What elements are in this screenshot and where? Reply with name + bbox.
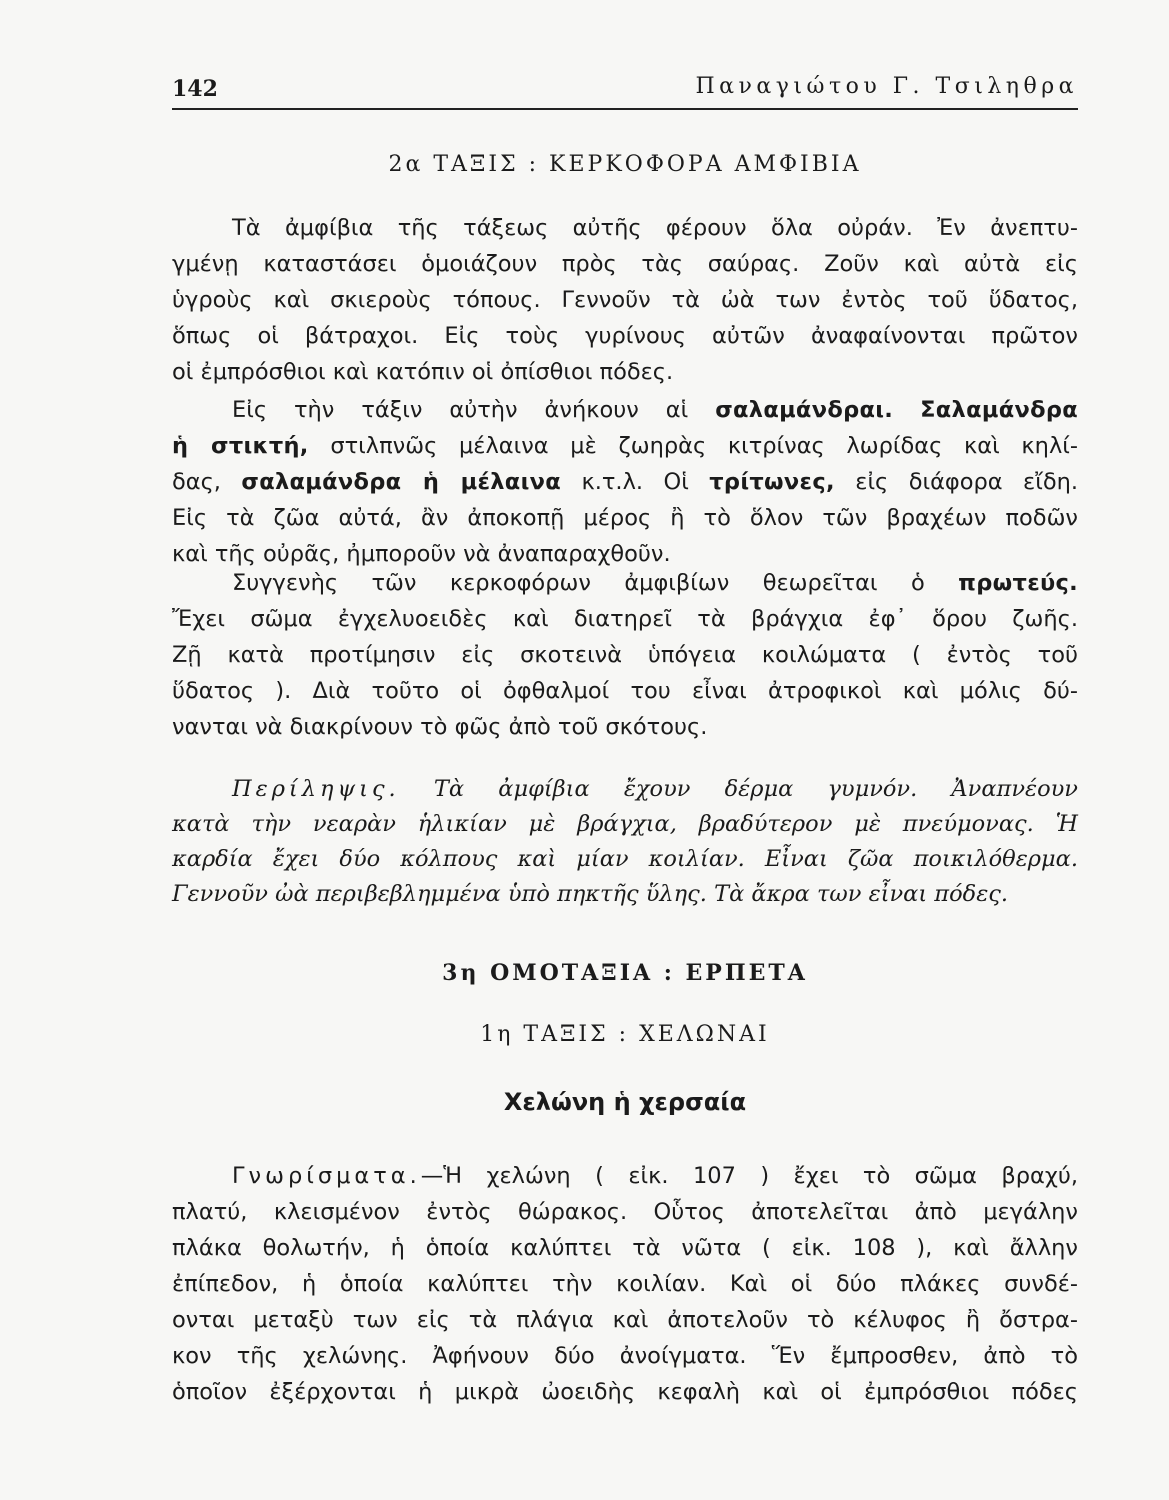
page-header	[172, 76, 1078, 116]
text-line: καὶ τῆς οὐρᾶς, ἠμποροῦν νὰ ἀναπαραχθοῦν.	[172, 541, 671, 567]
text-line	[172, 565, 1078, 601]
text-line: κατὰ τὴν νεαρὰν ἡλικίαν μὲ βράγχια, βραδύτερον μὲ πνεύμονας. Ἡ	[172, 811, 1078, 837]
text-line: Ἔχει σῶμα ἐγχελυοειδὲς καὶ διατηρεῖ τὰ βράγχια ἐφ᾽ ὅρου ζωῆς.	[172, 606, 1078, 632]
term-salamandrai: σαλαμάνδραι.	[715, 397, 894, 423]
text-segment: κ.τ.λ. Οἱ	[581, 469, 689, 495]
paragraph-amphibia-intro	[172, 210, 1078, 390]
section-title-amphibia: 2α ΤΑΞΙΣ : ΚΕΡΚΟΦΟΡΑ ΑΜΦΙΒΙΑ	[388, 152, 862, 177]
term-stikti: ἡ στικτή,	[172, 433, 309, 459]
header-rule	[172, 108, 1078, 110]
text-line: οἱ ἐμπρόσθιοι καὶ κατόπιν οἱ ὀπίσθιοι πόδες.	[172, 359, 674, 385]
text-line: ὑγροὺς καὶ σκιεροὺς τόπους. Γεννοῦν τὰ ὠὰ των ἐντὸς τοῦ ὕδατος,	[172, 287, 1078, 313]
text-segment: Συγγενὴς τῶν κερκοφόρων ἀμφιβίων θεωρεῖται ὁ	[232, 570, 925, 596]
text-line: καρδία ἔχει δύο κόλπους καὶ μίαν κοιλίαν. Εἶναι ζῶα ποικιλόθερμα.	[172, 846, 1078, 872]
term-proteus: πρωτεύς.	[958, 570, 1078, 596]
text-line	[172, 464, 1078, 500]
text-line: Τὰ ἀμφίβια τῆς τάξεως αὐτῆς φέρουν ὅλα οὐράν. Ἐν ἀνεπτυ-	[232, 215, 1078, 241]
text-segment: δας,	[172, 469, 221, 495]
term-tritones: τρίτωνες,	[709, 469, 835, 495]
page-number: 142	[172, 76, 218, 102]
text-segment: Τὰ ἀμφίβια ἔχουν δέρμα γυμνόν. Ἀναπνέουν	[433, 776, 1078, 802]
text-line: γμένῃ καταστάσει ὁμοιάζουν πρὸς τὰς σαύρας. Ζοῦν καὶ αὐτὰ εἰς	[172, 251, 1078, 277]
text-segment: Εἰς τὴν τάξιν αὐτὴν ἀνήκουν αἱ	[232, 397, 689, 423]
text-segment: εἰς διάφορα εἴδη.	[855, 469, 1079, 495]
text-line: ἐπίπεδον, ἡ ὁποία καλύπτει τὴν κοιλίαν. Καὶ οἱ δύο πλάκες συνδέ-	[172, 1271, 1078, 1297]
paragraph-proteus	[172, 565, 1078, 745]
text-line: ονται μεταξὺ των εἰς τὰ πλάγια καὶ ἀποτελοῦν τὸ κέλυφος ἢ ὄστρα-	[172, 1307, 1078, 1333]
text-line: Ζῇ κατὰ προτίμησιν εἰς σκοτεινὰ ὑπόγεια κοιλώματα ( ἐντὸς τοῦ	[172, 642, 1078, 668]
features-label: Γνωρίσματα.	[232, 1163, 421, 1189]
term-salamandra: Σαλαμάνδρα	[920, 397, 1079, 423]
text-line	[172, 392, 1078, 428]
text-segment: —Ἡ χελώνη ( εἰκ. 107 ) ἔχει τὸ σῶμα βραχύ,	[420, 1163, 1078, 1189]
text-line	[172, 1158, 1078, 1194]
summary-paragraph	[172, 772, 1078, 912]
text-line: ὅπως οἱ βάτραχοι. Εἰς τοὺς γυρίνους αὐτῶν ἀναφαίνονται πρῶτον	[172, 323, 1078, 349]
text-line: πλατύ, κλεισμένον ἐντὸς θώρακος. Οὗτος ἀποτελεῖται ἀπὸ μεγάλην	[172, 1199, 1078, 1225]
order-title-reptiles: 3η ΟΜΟΤΑΞΙΑ : ΕΡΠΕΤΑ	[442, 960, 808, 986]
paragraph-turtle-features	[172, 1158, 1078, 1410]
running-title: Παναγιώτου Γ. Τσιληθρα	[695, 74, 1078, 99]
text-line: Εἰς τὰ ζῶα αὐτά, ἂν ἀποκοπῇ μέρος ἢ τὸ ὅλον τῶν βραχέων ποδῶν	[172, 505, 1078, 531]
species-title: Χελώνη ἡ χερσαία	[503, 1088, 747, 1116]
text-line	[172, 428, 1078, 464]
text-line: ὁποῖον ἐξέρχονται ἡ μικρὰ ὠοειδὴς κεφαλὴ καὶ οἱ ἐμπρόσθιοι πόδες	[172, 1379, 1078, 1405]
text-line: πλάκα θολωτήν, ἡ ὁποία καλύπτει τὰ νῶτα ( εἰκ. 108 ), καὶ ἄλλην	[172, 1235, 1078, 1261]
text-line: Γεννοῦν ὠὰ περιβεβλημμένα ὑπὸ πηκτῆς ὕλης. Τὰ ἄκρα των εἶναι πόδες.	[172, 881, 1009, 907]
paragraph-salamanders	[172, 392, 1078, 572]
text-segment: στιλπνῶς μέλαινα μὲ ζωηρὰς κιτρίνας λωρίδας καὶ κηλί-	[330, 433, 1078, 459]
term-salamandra-melaina: σαλαμάνδρα ἡ μέλαινα	[241, 469, 562, 495]
text-line	[172, 772, 1078, 807]
summary-label: Περίληψις.	[232, 776, 400, 802]
text-line: κον τῆς χελώνης. Ἀφήνουν δύο ἀνοίγματα. Ἕν ἔμπροσθεν, ἀπὸ τὸ	[172, 1343, 1078, 1369]
text-line: νανται νὰ διακρίνουν τὸ φῶς ἀπὸ τοῦ σκότους.	[172, 714, 708, 740]
text-line: ὕδατος ). Διὰ τοῦτο οἱ ὀφθαλμοί του εἶναι ἀτροφικοὶ καὶ μόλις δύ-	[172, 678, 1078, 704]
class-title-turtles: 1η ΤΑΞΙΣ : ΧΕΛΩΝΑΙ	[480, 1022, 770, 1047]
